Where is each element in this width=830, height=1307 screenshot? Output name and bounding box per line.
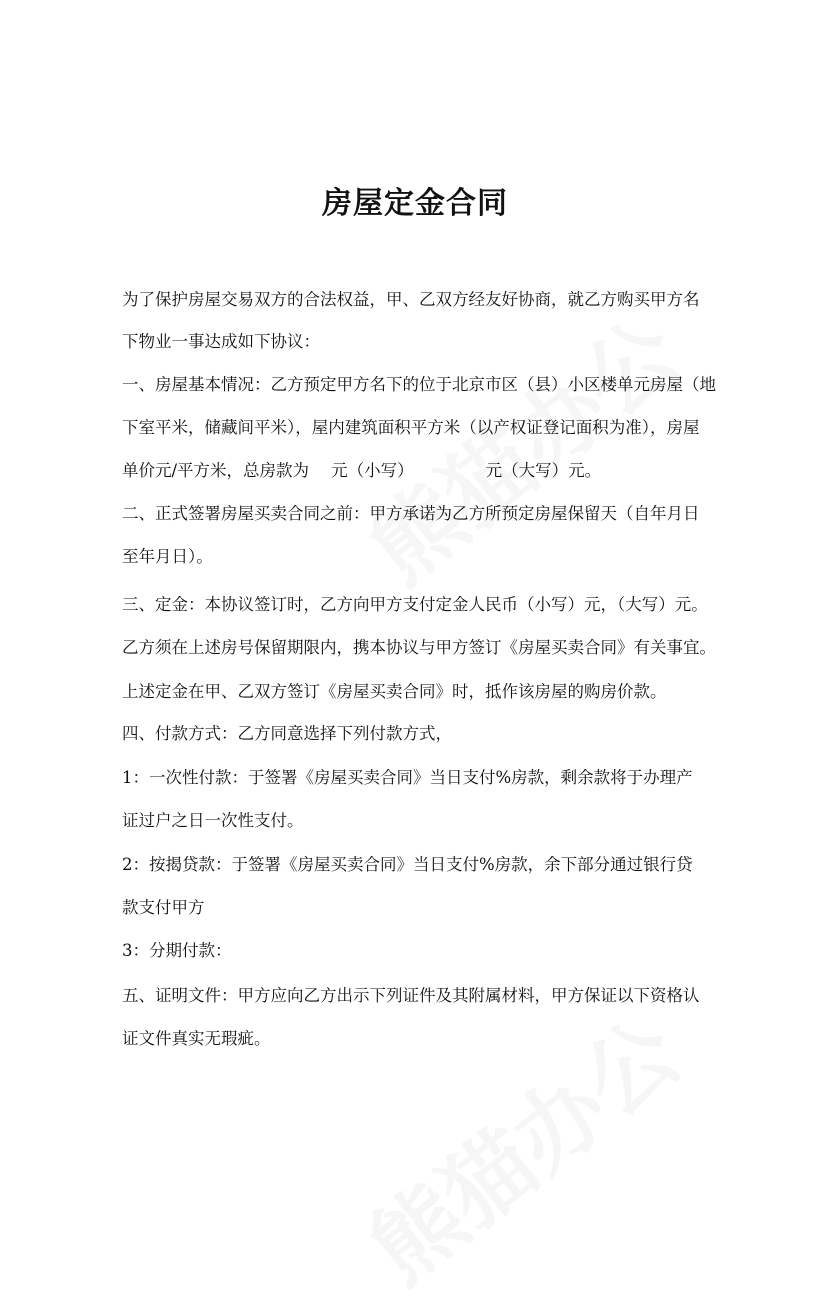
paragraph-line: 证过户之日一次性支付。 [122, 811, 304, 830]
paragraph-line: 2：按揭贷款：于签署《房屋买卖合同》当日支付%房款，余下部分通过银行贷 [122, 855, 693, 874]
paragraph-line: 五、证明文件：甲方应向乙方出示下列证件及其附属材料，甲方保证以下资格认 [122, 986, 700, 1005]
paragraph-line: 为了保护房屋交易双方的合法权益，甲、乙双方经友好协商，就乙方购买甲方名 [122, 290, 700, 309]
paragraph-line: 证文件真实无瑕疵。 [122, 1029, 271, 1048]
paragraph-line: 一、房屋基本情况：乙方预定甲方名下的位于北京市区（县）小区楼单元房屋（地 [122, 375, 716, 394]
paragraph-line: 上述定金在甲、乙双方签订《房屋买卖合同》时，抵作该房屋的购房价款。 [122, 682, 667, 701]
paragraph-line: 款支付甲方 [122, 898, 205, 917]
paragraph-line: 三、定金：本协议签订时，乙方向甲方支付定金人民币（小写）元，（大写）元。 [122, 595, 708, 614]
price-line-part: 单价元/平方米，总房款为 [122, 461, 310, 480]
paragraph-line: 四、付款方式：乙方同意选择下列付款方式， [122, 724, 452, 743]
price-line-part: 元（小写） [331, 461, 414, 480]
paragraph-line: 3：分期付款： [122, 941, 232, 960]
paragraph-line: 下物业一事达成如下协议： [122, 332, 320, 351]
paragraph-line: 乙方须在上述房号保留期限内，携本协议与甲方签订《房屋买卖合同》有关事宜。 [122, 638, 716, 657]
paragraph-line: 二、正式签署房屋买卖合同之前：甲方承诺为乙方所预定房屋保留天（自年月日 [122, 504, 700, 523]
paragraph-line: 至年月日）。 [122, 547, 213, 566]
price-line-part: 元（大写）元。 [485, 461, 602, 480]
page-title: 房屋定金合同 [322, 186, 508, 221]
paragraph-line: 1：一次性付款：于签署《房屋买卖合同》当日支付%房款，剩余款将于办理产 [122, 768, 693, 787]
price-line [122, 460, 722, 482]
paragraph-line: 下室平米，储藏间平米），屋内建筑面积平方米（以产权证登记面积为准），房屋 [122, 418, 700, 437]
